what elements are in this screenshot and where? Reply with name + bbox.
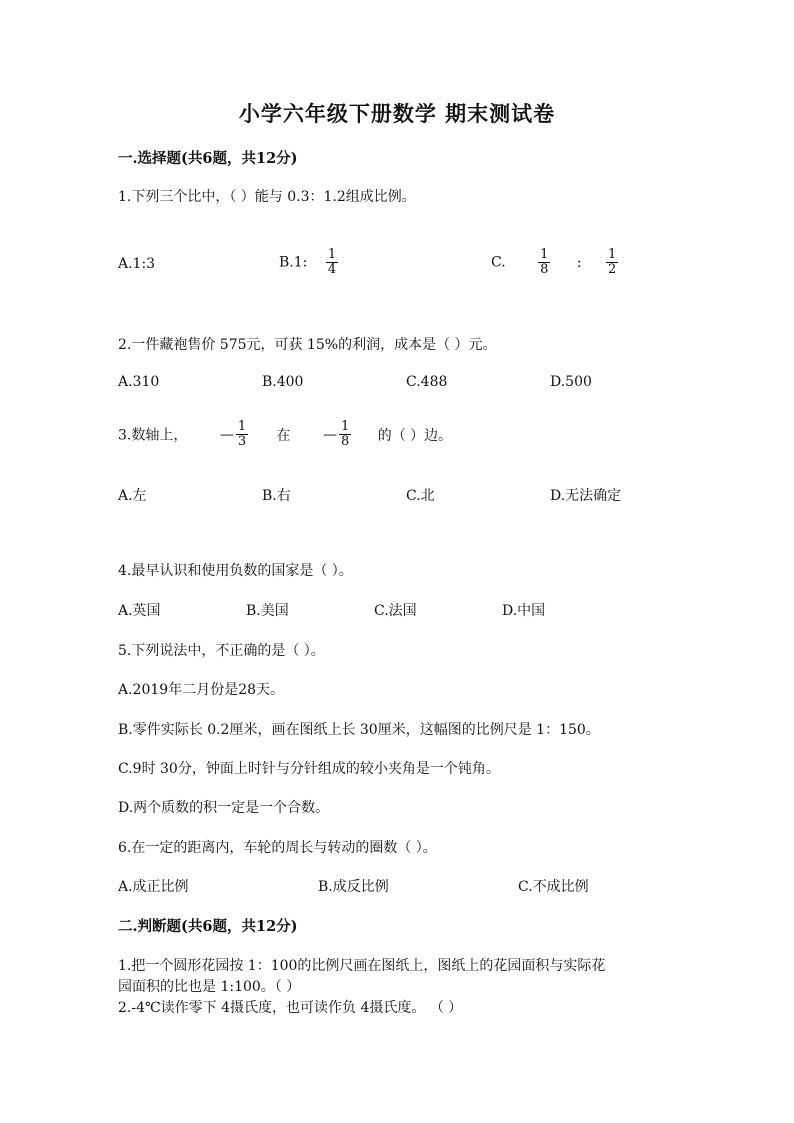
fraction-denominator: 3 [237,434,247,449]
question-3-option-b: B.右 [262,488,291,504]
judgement-2: 2.-4℃读作零下 4摄氏度，也可读作负 4摄氏度。 （ ） [118,1000,463,1016]
question-4-option-b: B.美国 [246,603,289,619]
negative-one-eighth [323,420,351,449]
fraction-numerator: 1 [341,419,350,434]
question-2-stem: 2.一件藏袍售价 575元，可获 15%的利润，成本是（ ）元。 [118,337,497,353]
fraction-one-eighth [538,248,550,277]
question-3-suffix: 的（ ）边。 [377,427,453,444]
question-5-option-c: C.9时 30分，钟面上时针与分针组成的较小夹角是一个钝角。 [118,761,500,777]
question-1-option-b [279,248,338,277]
question-3-prefix: 3.数轴上， [118,427,188,444]
question-3-stem [118,420,452,449]
fraction-numerator: 1 [237,419,247,434]
question-2-option-c: C.488 [406,374,448,390]
minus-sign: — [323,426,337,443]
judgement-1-line-2: 园面积的比也是 1:100。（ ） [118,979,301,995]
option-c-prefix: C. [491,254,506,271]
question-4-stem: 4.最早认识和使用负数的国家是（ ）。 [118,563,353,579]
question-1-option-a: A.1:3 [118,256,156,272]
question-6-option-a: A.成正比例 [118,879,189,895]
fraction-denominator: 2 [608,262,617,277]
option-b-prefix: B.1: [279,254,308,271]
ratio-colon: : [576,254,582,271]
fraction-one-third [236,420,248,449]
fraction-denominator: 4 [327,262,337,277]
question-4-option-c: C.法国 [374,603,417,619]
question-5-option-b: B.零件实际长 0.2厘米，画在图纸上长 30厘米，这幅图的比例尺是 1：150。 [118,722,600,738]
question-5-option-a: A.2019年二月份是28天。 [118,682,285,698]
fraction-denominator: 8 [341,434,350,449]
fraction-numerator: 1 [327,247,337,262]
question-4-option-a: A.英国 [118,603,161,619]
question-3-option-c: C.北 [406,488,435,504]
question-6-option-c: C.不成比例 [518,879,589,895]
question-3-middle: 在 [276,427,291,444]
question-3-option-d: D.无法确定 [550,488,622,504]
question-1-stem: 1.下列三个比中，（ ）能与 0.3：1.2组成比例。 [118,189,416,205]
negative-one-third [220,420,248,449]
question-2-option-a: A.310 [118,374,160,390]
judgement-1-line-1: 1.把一个圆形花园按 1：100的比例尺画在图纸上，图纸上的花园面积与实际花 [118,958,606,974]
fraction-one-eighth [339,420,351,449]
fraction-numerator: 1 [540,247,549,262]
question-4-option-d: D.中国 [502,603,546,619]
fraction-one-half [606,248,618,277]
question-5-stem: 5.下列说法中，不正确的是（ ）。 [118,643,325,659]
page-title: 小学六年级下册数学 期末测试卷 [238,101,556,126]
question-6-option-b: B.成反比例 [318,879,389,895]
fraction-one-quarter [326,248,338,277]
question-1-option-c [491,248,618,277]
question-3-option-a: A.左 [118,488,147,504]
section-1-heading: 一.选择题(共6题，共12分) [118,150,298,167]
question-6-stem: 6.在一定的距离内，车轮的周长与转动的圈数（ ）。 [118,840,437,856]
question-2-option-b: B.400 [262,374,304,390]
minus-sign: — [219,426,234,443]
fraction-numerator: 1 [608,247,617,262]
fraction-denominator: 8 [540,262,549,277]
question-5-option-d: D.两个质数的积一定是一个合数。 [118,800,330,816]
section-2-heading: 二.判断题(共6题，共12分) [118,918,298,935]
question-2-option-d: D.500 [550,374,592,390]
